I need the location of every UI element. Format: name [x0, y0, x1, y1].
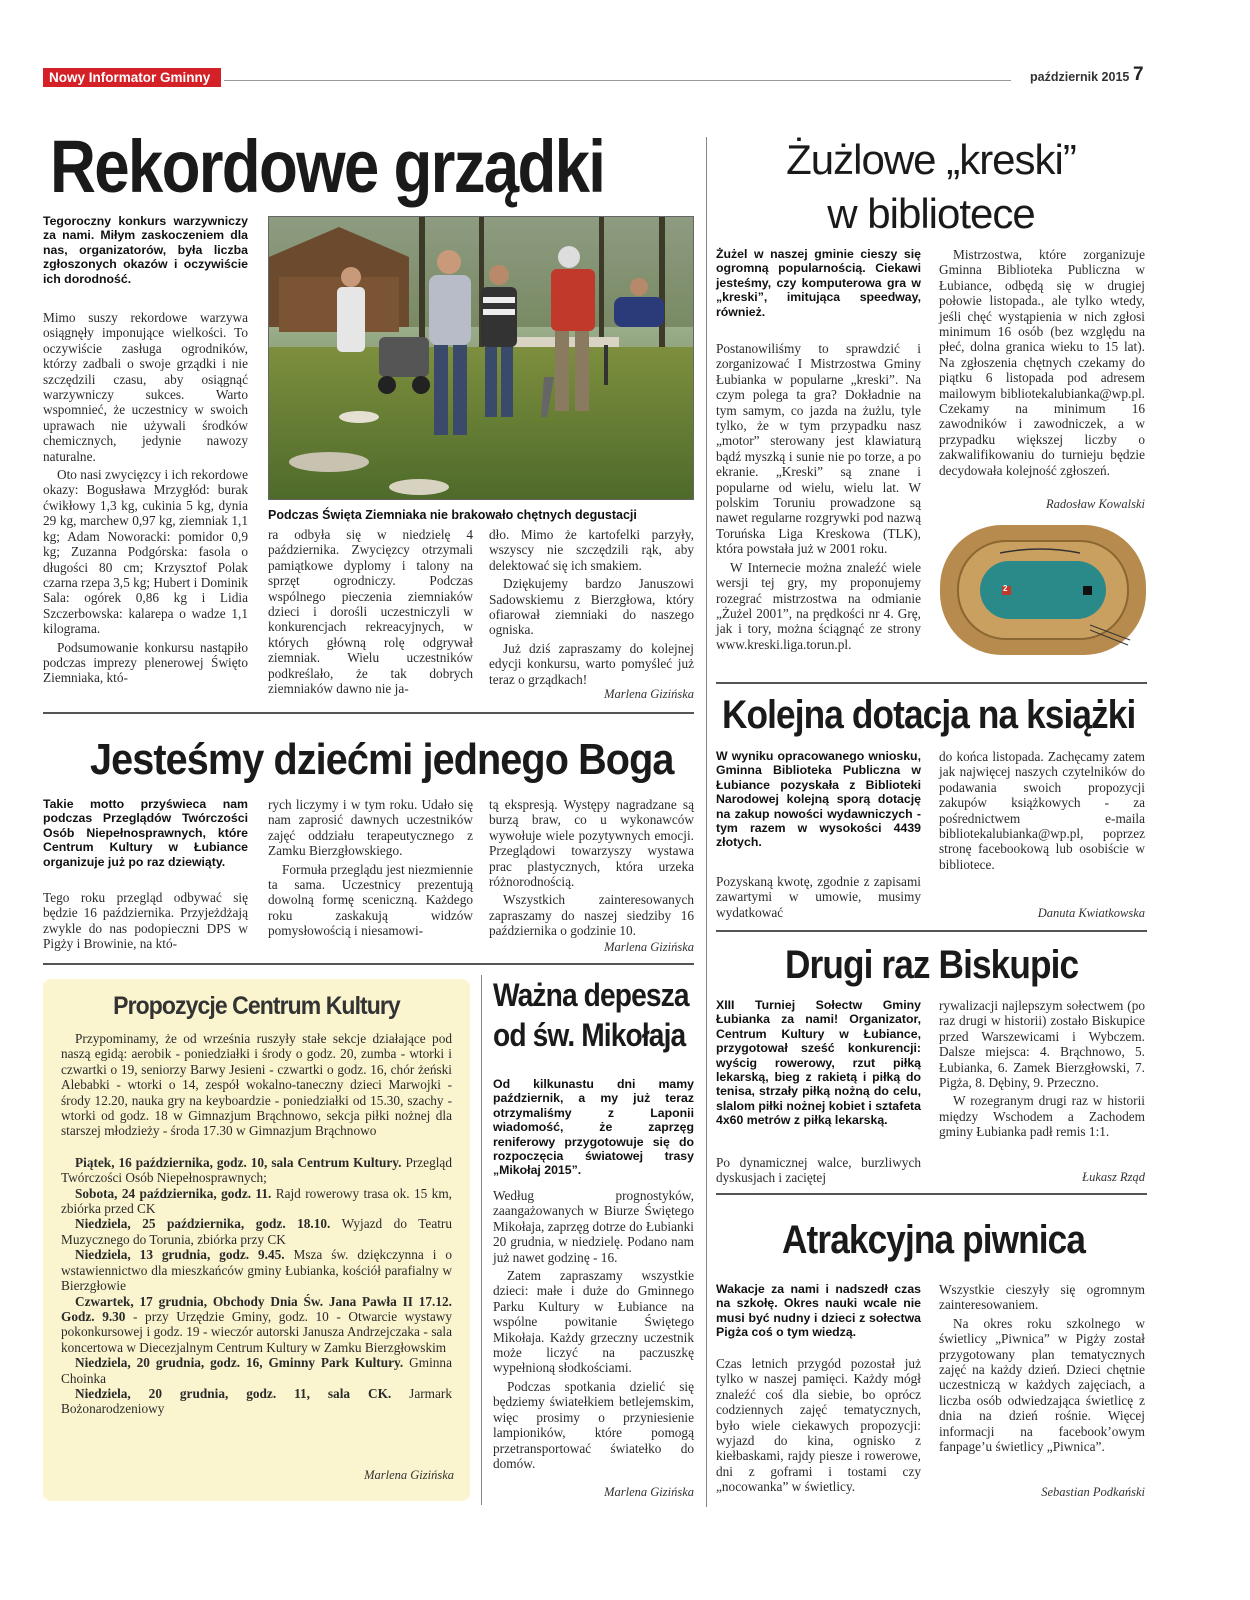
title-line: Ważna depesza — [493, 977, 689, 1013]
paragraph: Według prognostyków, zaangażowanych w Biurze Świętego Mikołaja, zaprzęg dotrze do Łubianki 20 grudnia, w niedzielę. Podano nam już nawet godzinę - 16. — [493, 1188, 694, 1265]
event-date: Niedziela, 20 grudnia, godz. 16, Gminny Park Kultury. — [75, 1355, 404, 1371]
paragraph: Oto nasi zwycięzcy i ich rekordowe okazy: Bogusława Mrzygłód: burak ćwikłowy 1,3 kg, cukinia 5 kg, dynia 29 kg, marchew 0,97 kg, ziemniak 1,1 kg; Adam Noworacki: pomidor 0,9 kg; Zuzanna Podgórska: fasola o długości 80 cm; Krzysztof Polak czarna rzepa 3,5 kg; Hubert i Dominik Sala: ogórek 0,86 kg i Lidia Szczerbowska: kalarepa o wadze 1,1 kilograma. — [43, 467, 248, 637]
event-description: Gminna Choinka — [61, 1355, 452, 1386]
paragraph: dło. Mimo że kartofelki parzyły, wszyscy nie szczędzili rąk, aby delektować się ich smakiem. — [489, 527, 694, 573]
article-lead: Takie motto przyświeca nam podczas Przeglądów Twórczości Osób Niepełnosprawnych, które Centrum Kultury w Łubiance organizuje już po raz dziewiąty. — [43, 797, 248, 869]
event-description: Jarmark Bożonarodzeniowy — [61, 1385, 452, 1417]
author-signature: Danuta Kwiatkowska — [1037, 906, 1145, 920]
article-column — [268, 797, 473, 942]
event-description: Msza św. dziękczynna i o wstawiennictwo dla mieszkańców gminy Łubianka, kościół parafialny w Bierzgłowie — [61, 1247, 452, 1294]
photo-caption: Podczas Święta Ziemniaka nie brakowało chętnych degustacji — [268, 508, 637, 522]
paragraph: Formuła przeglądu jest niezmiennie ta sama. Uczestnicy prezentują dowolną formę sceniczną. Każdego roku zaskakują widzów pomysłowością i niesamowi- — [268, 861, 473, 939]
section-rule — [43, 963, 694, 965]
event-item — [61, 1247, 452, 1293]
event-item — [61, 1294, 452, 1356]
article-title-jestesmy: Jesteśmy dziećmi jednego Boga — [90, 735, 674, 784]
article-column — [43, 310, 248, 689]
article-column — [716, 1155, 921, 1189]
paragraph: Pozyskaną kwotę, zgodnie z zapisami zawartymi w umowie, musimy wydatkować — [716, 874, 921, 920]
article-column — [939, 1282, 1145, 1457]
header-date: październik 2015 — [1030, 70, 1130, 84]
paragraph: Wszystkich zainteresowanych zapraszamy do naszej siedziby 16 października o godzinie 10. — [489, 892, 694, 939]
event-item — [61, 1216, 452, 1247]
article-lead: W wyniku opracowanego wniosku, Gminna Biblioteka Publiczna w Łubiance pozyskała z Biblioteki Narodowej kolejną sporą dotację na zakup nowości wydawniczych - tym razem w wysokości 4439 złotych. — [716, 749, 921, 850]
article-column — [489, 527, 694, 690]
paragraph: W Internecie można znaleźć wiele wersji tej gry, my proponujemy rozegrać mistrzostwa na odmianie „Żużel 2001”, na prędkości nr 4. Grę, jak i tory, można ściągnąć ze strony www.kreski.liga.torun.pl. — [716, 559, 921, 652]
paragraph: ra odbyła się w niedzielę 4 października. Zwycięzcy otrzymali pamiątkowe dyplomy i talony na sprzęt ogrodniczy. Podczas wspólnego pieczenia ziemniaków dzieci i dorośli uczestniczyli w konkurencjach rekreacyjnych, w których główną rolę odgrywał ziemniak. Wielu uczestników podkreślało, że tak dobrych ziemniaków dawno nie ja- — [268, 527, 473, 697]
author-signature: Marlena Gizińska — [604, 1485, 694, 1499]
paragraph: Na okres roku szkolnego w świetlicy „Piwnica” w Pigży został przygotowany plan tematycznych zajęć na każdy dzień. Dzieci chętnie uczestniczą w każdych zajęciach, a liczba osób odwiedzająca świetlicę z dnia na dzień rośnie. Więcej informacji na facebook’owym fanpage’u świetlicy „Piwnica”. — [939, 1315, 1145, 1455]
event-item — [61, 1155, 452, 1186]
article-title-atrakcyjna: Atrakcyjna piwnica — [782, 1218, 1086, 1262]
author-signature: Sebastian Podkański — [1041, 1485, 1145, 1499]
paragraph: Mimo suszy rekordowe warzywa osiągnęły imponujące wielkości. To oczywiście zasługa ogrodników, którzy zadbali o swoje grządki i nie szczędzili czasu, aby osiągnąć warzywniczy sukces. Warto wspomnieć, że uczestnicy w swoich uprawach nie używali środków chemicznych, jedynie nawozy naturalne. — [43, 310, 248, 464]
paragraph: Zatem zapraszamy wszystkie dzieci: małe i duże do Gminnego Parku Kultury w Łubiance na wspólne powitanie Świętego Mikołaja. Każdy grzeczny uczestnik może liczyć na paczuszkę wypełnioną słodkościami. — [493, 1268, 694, 1376]
author-signature: Łukasz Rząd — [1082, 1170, 1145, 1184]
section-rule — [716, 682, 1147, 684]
article-title-rekordowe: Rekordowe grządki — [50, 125, 605, 208]
event-description: Rajd rowerowy trasa ok. 15 km, zbiórka przed CK — [61, 1185, 452, 1217]
article-column — [493, 1188, 694, 1474]
section-rule — [716, 930, 1147, 932]
author-signature: Marlena Gizińska — [364, 1468, 454, 1482]
event-item — [61, 1386, 452, 1417]
article-title-drugi-raz: Drugi raz Biskupic — [785, 943, 1079, 987]
paragraph: rych liczymy i w tym roku. Udało się nam zaprosić dawnych uczestników zajęć oddziału terapeutycznego z Zamku Bierzgłowskiego. — [268, 797, 473, 859]
section-rule — [43, 712, 694, 714]
paragraph: do końca listopada. Zachęcamy zatem jak najwięcej naszych czytelników do podawania swoich propozycji zakupów książkowych - za pośrednictwem e-maila bibliotekalubianka@wp.pl, poprzez stronę facebookową lub osobiście w bibliotece. — [939, 749, 1145, 872]
event-item — [61, 1355, 452, 1386]
article-column — [716, 1356, 921, 1498]
article-lead: Wakacje za nami i nadszedł czas na szkołę. Okres nauki wcale nie musi być nudny i dzieci z sołectwa Pigża coś o tym wiedzą. — [716, 1282, 921, 1340]
event-item — [61, 1186, 452, 1217]
paragraph: Postanowiliśmy to sprawdzić i zorganizować I Mistrzostwa Gminy Łubianka w popularne „kreski”. Na czym polega ta gra? Dokładnie na tym samym, co jazda na żużlu, tyle tylko, że w tym przypadku nasz „motor” sterowany jest klawiaturą bądź myszką i sunie nie po torze, a po ekranie. „Kreski” są znane i popularne od wielu, wielu lat. W polskim Toruniu prowadzone są nawet regularne rozgrywki pod nazwą Toruńska Liga Kreskowa (TLK), która powstała już w 2001 roku. — [716, 341, 921, 557]
article-lead: Tegoroczny konkurs warzywniczy za nami. Miłym zaskoczeniem dla nas, organizatorów, była liczba zgłoszonych okazów i oczywiście ich dorodność. — [43, 214, 248, 286]
article-title-zuzlowe — [716, 137, 1146, 237]
title-line: od św. Mikołaja — [493, 1017, 686, 1053]
publication-name: Nowy Informator Gminny — [49, 70, 211, 85]
article-lead: XIII Turniej Sołectw Gminy Łubianka za nami! Organizator, Centrum Kultury w Łubiance, przygotował sześć konkurencji: wyścig rowerowy, rzut piłką lekarską, bieg z rakietą i piłką do tenisa, strzały piłką nożną do celu, slalom piłki nożnej kobiet i sztafeta 4x60 metrów z piłką lekarską. — [716, 998, 921, 1128]
event-date: Piątek, 16 października, godz. 10, sala Centrum Kultury. — [75, 1154, 402, 1170]
page-number: 7 — [1133, 64, 1144, 85]
article-title-wazna-depesza — [493, 975, 689, 1055]
author-signature: Radosław Kowalski — [1046, 497, 1145, 511]
paragraph: Już dziś zapraszamy do kolejnej edycji konkursu, warto pomyśleć już teraz o grządkach! — [489, 640, 694, 687]
article-column — [43, 890, 248, 955]
event-date: Niedziela, 25 października, godz. 18.10. — [75, 1216, 331, 1232]
column-divider — [481, 975, 482, 1505]
header-rule — [224, 80, 1011, 81]
photo-potato-festival — [268, 216, 694, 500]
events-list — [61, 1155, 452, 1417]
box-intro: Przypominamy, że od września ruszyły stałe sekcje działające pod naszą egidą: aerobik - poniedziałki i środy o godz. 20, zumba - wtorki i czwartki o 19, seniorzy Barwy Jesieni - czwartki o godz. 16, chór żeński Alebabki - wtorki o 14, zespół wokalno-taneczny dzieci Marwojki - środy 12.20, nauka gry na keyboardzie - poniedziałki od 15.30, szachy - wtorki od godz. 18 w Gimnazjum Brąchnowo, sekcja piłki nożnej dla starszej młodzieży - środa 17.30 w Gimnazjum Brąchnowo — [61, 1031, 452, 1139]
event-date: Niedziela, 20 grudnia, godz. 11, sala CK. — [75, 1385, 392, 1401]
article-column — [716, 341, 921, 655]
author-signature: Marlena Gizińska — [604, 940, 694, 954]
paragraph: W rozegranym drugi raz w historii między Wschodem a Zachodem gminy Łubianka padł remis 1:1. — [939, 1093, 1145, 1140]
paragraph: Mistrzostwa, które zorganizuje Gminna Biblioteka Publiczna w Łubiance, odbędą się w drugiej połowie listopada., ale tylko wtedy, jeśli chęć wystąpienia w nich zgłosi minimum 16 osób (bez względu na płeć, dolna granica wieku to 15 lat). Na zgłoszenia chętnych czekamy do piątku 6 listopada pod adresem mailowym bibliotekalubianka@wp.pl. Czekamy na minimum 16 zawodników i zawodniczek, a w przypadku większej liczby o zakwalifikowaniu do turnieju będzie decydowała kolejność zgłoszeń. — [939, 247, 1145, 478]
paragraph: rywalizacji najlepszym sołectwem (po raz drugi w historii) zostało Biskupice przed Warszewicami i Wybczem. Dalsze miejsca: 4. Brąchnowo, 5. Łubianka, 6. Zamek Bierzgłowski, 7. Pigża, 8. Dębiny, 9. Przeczno. — [939, 998, 1145, 1091]
article-column — [268, 527, 473, 699]
article-column — [939, 749, 1145, 875]
title-line: w bibliotece — [827, 190, 1035, 237]
paragraph: Dziękujemy bardzo Januszowi Sadowskiemu z Bierzgłowa, który ofiarował ziemniaki do naszego ogniska. — [489, 576, 694, 638]
article-title-kolejna: Kolejna dotacja na książki — [722, 693, 1136, 737]
paragraph: Czas letnich przygód pozostał już tylko w naszej pamięci. Każdy mógł znaleźć coś dla siebie, bo oprócz codziennych zajęć tematycznych, było wiele ciekawych propozycji: wyjazd do kina, ognisko z kiełbaskami, rajdy piesze i rowerowe, dni z goframi i tostami czy „nocowanka” w świetlicy. — [716, 1356, 921, 1495]
paragraph: Podczas spotkania dzielić się będziemy światełkiem betlejemskim, więc prosimy o przyniesienie lampioników, które pomogą przetransportować światełko do domów. — [493, 1378, 694, 1471]
article-lead: Od kilkunastu dni mamy październik, a my już teraz otrzymaliśmy z Laponii wiadomość, że zaprzęg reniferowy przygotowuje się do rozpoczęcia światowej trasy „Mikołaj 2015”. — [493, 1077, 694, 1178]
article-column — [939, 998, 1145, 1143]
title-line: Żużlowe „kreski” — [786, 136, 1076, 183]
paragraph: Podsumowanie konkursu nastąpiło podczas imprezy plenerowej Święto Ziemniaka, któ- — [43, 639, 248, 686]
box-title: Propozycje Centrum Kultury — [113, 992, 400, 1020]
author-signature: Marlena Gizińska — [604, 687, 694, 701]
section-rule — [716, 1193, 1147, 1195]
article-column — [716, 874, 921, 923]
photo-image — [269, 217, 694, 500]
events-box — [43, 979, 470, 1501]
speedway-track-graphic — [940, 525, 1146, 655]
event-description: - przy Urzędzie Gminy, godz. 10 - Otwarcie wystawy pokonkursowej i godz. 19 - wieczór autorski Janusza Andrzejczaka - sala koncertowa w Diecezjalnym Centrum Kultury w Zamku Bierzgłowskim — [61, 1308, 452, 1355]
event-date: Czwartek, 17 grudnia, Obchody Dnia Św. Jana Pawła II 17.12. Godz. 9.30 — [61, 1293, 452, 1324]
paragraph: tą ekspresją. Występy nagradzane są burzą braw, co u wykonawców wywołuje wiele pozytywnych emocji. Przeglądowi towarzyszy wystawa prac plastycznych, która urzeka różnorodnością. — [489, 797, 694, 890]
paragraph: Wszystkie cieszyły się ogromnym zainteresowaniem. — [939, 1282, 1145, 1313]
article-column — [489, 797, 694, 942]
event-date: Sobota, 24 października, godz. 11. — [75, 1185, 272, 1201]
event-date: Niedziela, 13 grudnia, godz. 9.45. — [75, 1247, 285, 1263]
column-divider — [706, 137, 707, 1507]
event-description: Wyjazd do Teatru Muzycznego do Torunia, zbiórka przy CK — [61, 1216, 452, 1247]
paragraph: Po dynamicznej walce, burzliwych dyskusjach i zaciętej — [716, 1155, 921, 1186]
paragraph: Tego roku przegląd odbywać się będzie 16 października. Przyjeżdżają zwykle do nas podopieczni DPS w Pigży i Browinie, na któ- — [43, 890, 248, 952]
track-marker-label: 2 — [1003, 584, 1008, 593]
event-description: Przegląd Twórczości Osób Niepełnosprawnych; — [61, 1154, 452, 1186]
article-lead: Żużel w naszej gminie cieszy się ogromną popularnością. Ciekawi jesteśmy, czy komputerowa gra w „kreski”, imitująca speedway, również. — [716, 247, 921, 319]
header-badge — [43, 68, 221, 87]
article-column — [939, 247, 1145, 481]
